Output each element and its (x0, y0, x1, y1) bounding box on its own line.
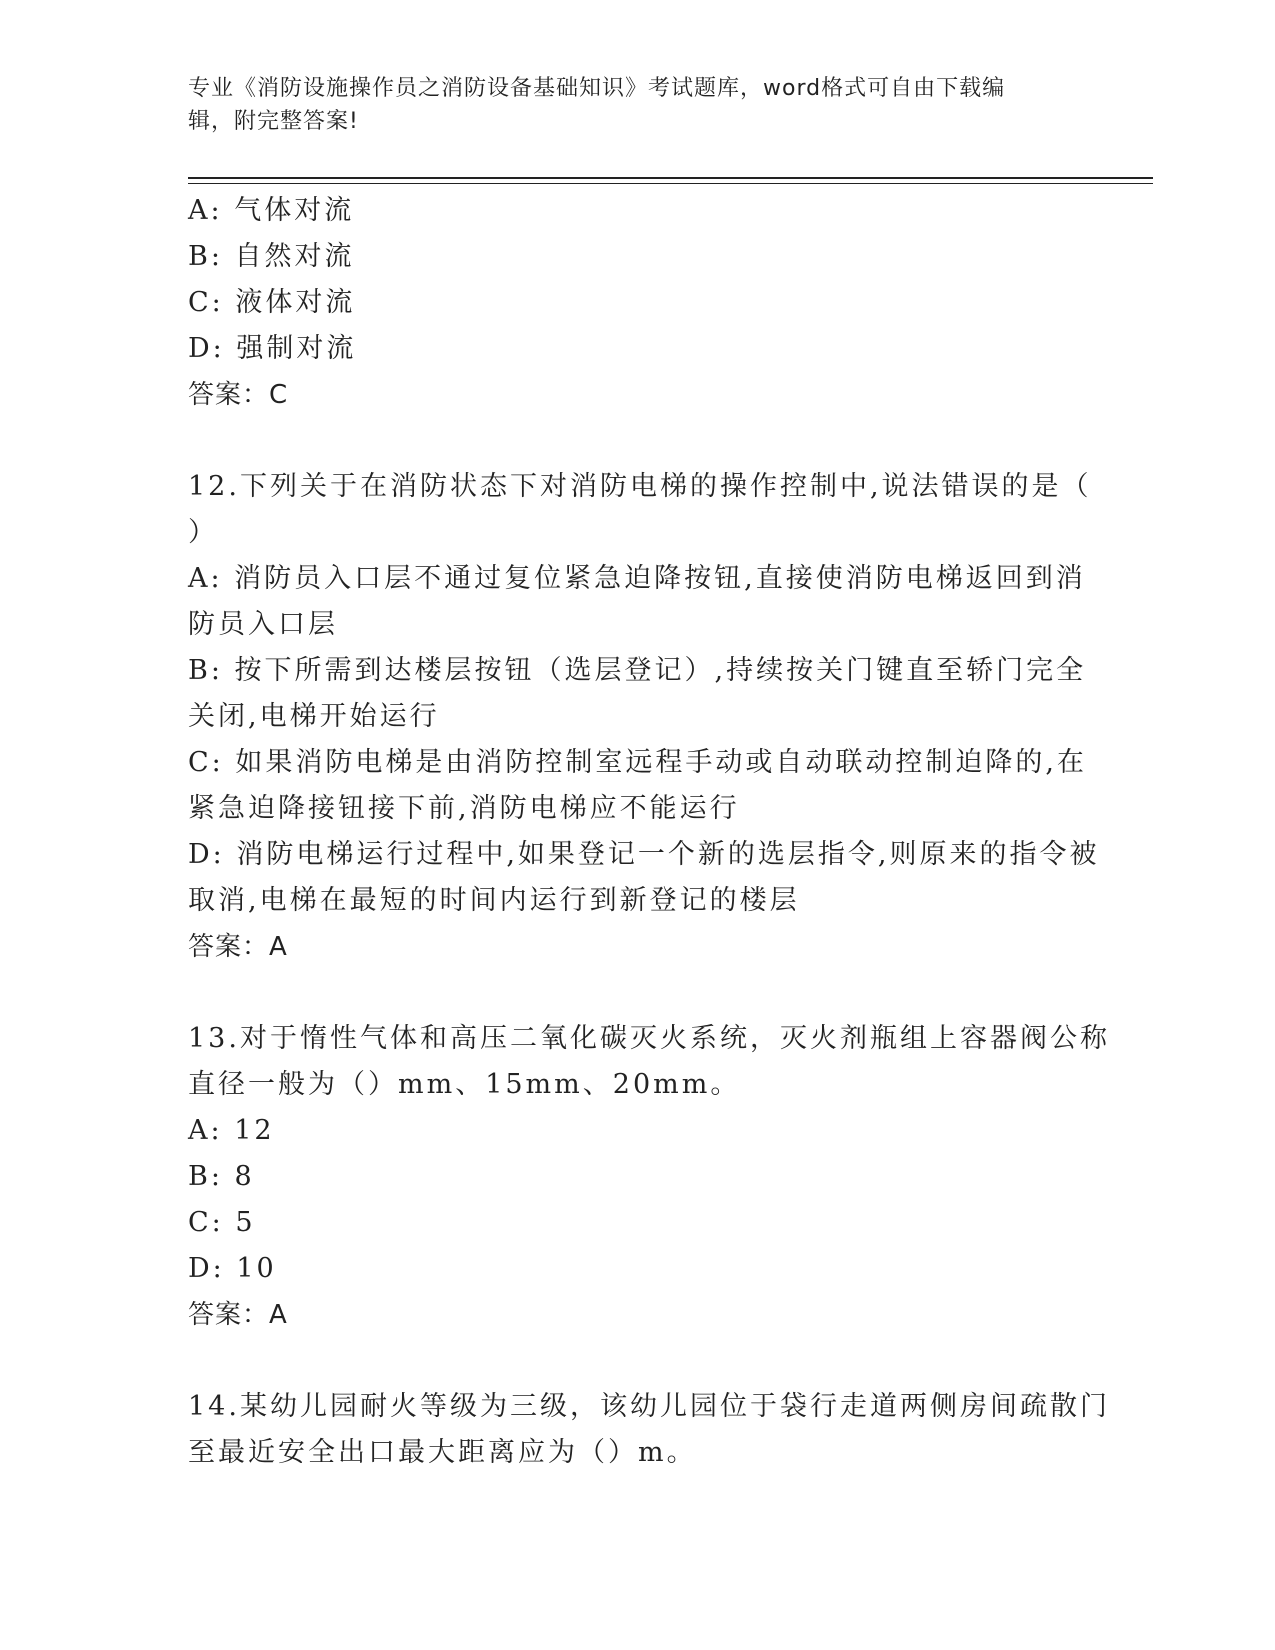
option-text: 气体对流 (234, 195, 355, 226)
question-stem-line: 13.对于惰性气体和高压二氧化碳灭火系统，灭火剂瓶组上容器阀公称 (188, 1023, 1110, 1054)
option-a: A: 消防员入口层不通过复位紧急迫降按钮,直接使消防电梯返回到消 (188, 563, 1086, 594)
spacer (188, 1338, 1088, 1384)
answer-line: 答案：A (188, 932, 288, 962)
option-label: B: (188, 1161, 223, 1192)
spacer (188, 970, 1088, 1016)
header-line-1: 专业《消防设施操作员之消防设备基础知识》考试题库，word格式可自由下载编 (188, 76, 1006, 101)
option-label: B: (188, 241, 223, 272)
option-label: D: (188, 1253, 225, 1284)
option-c (188, 280, 1088, 326)
option-a-continued: 防员入口层 (188, 609, 338, 640)
option-label: C: (188, 287, 224, 318)
question-13 (188, 1016, 1110, 1338)
question-12 (188, 464, 1100, 970)
header-divider-thick (188, 177, 1153, 179)
option-a (188, 188, 1088, 234)
option-text: 液体对流 (235, 287, 356, 318)
option-d (188, 326, 1088, 372)
header-divider-thin (188, 183, 1153, 184)
option-text: 8 (234, 1161, 255, 1192)
option-label: A: (188, 195, 223, 226)
option-label: A: (188, 1115, 223, 1146)
question-stem-line: 至最近安全出口最大距离应为（）m。 (188, 1437, 697, 1468)
option-b (188, 1154, 1088, 1200)
option-text: 自然对流 (234, 241, 355, 272)
document-header (188, 72, 1068, 138)
header-line-2: 辑，附完整答案! (188, 109, 359, 134)
option-d (188, 1246, 1088, 1292)
question-list (188, 188, 1110, 1476)
option-text: 强制对流 (236, 333, 357, 364)
option-text: 12 (234, 1115, 275, 1146)
option-c-continued: 紧急迫降接钮接下前,消防电梯应不能运行 (188, 793, 740, 824)
question-stem-line: 12.下列关于在消防状态下对消防电梯的操作控制中,说法错误的是（ (188, 471, 1092, 502)
option-d: D: 消防电梯运行过程中,如果登记一个新的选层指令,则原来的指令被 (188, 839, 1100, 870)
answer-line: 答案：C (188, 380, 289, 410)
option-a (188, 1108, 1088, 1154)
question-stem-line: 14.某幼儿园耐火等级为三级，该幼儿园位于袋行走道两侧房间疏散门 (188, 1391, 1110, 1422)
option-d-continued: 取消,电梯在最短的时间内运行到新登记的楼层 (188, 885, 800, 916)
option-b-continued: 关闭,电梯开始运行 (188, 701, 440, 732)
answer-line: 答案：A (188, 1300, 288, 1330)
option-c (188, 1200, 1088, 1246)
option-b (188, 234, 1088, 280)
option-c: C: 如果消防电梯是由消防控制室远程手动或自动联动控制迫降的,在 (188, 747, 1087, 778)
question-stem-line: 直径一般为（）mm、15mm、20mm。 (188, 1069, 741, 1100)
question-11 (188, 188, 1088, 418)
spacer (188, 418, 1088, 464)
question-stem-line: ） (188, 517, 218, 548)
option-label: D: (188, 333, 225, 364)
option-b: B: 按下所需到达楼层按钮（选层登记）,持续按关门键直至轿门完全 (188, 655, 1087, 686)
option-text: 10 (236, 1253, 277, 1284)
question-14 (188, 1384, 1110, 1476)
option-text: 5 (235, 1207, 256, 1238)
option-label: C: (188, 1207, 224, 1238)
